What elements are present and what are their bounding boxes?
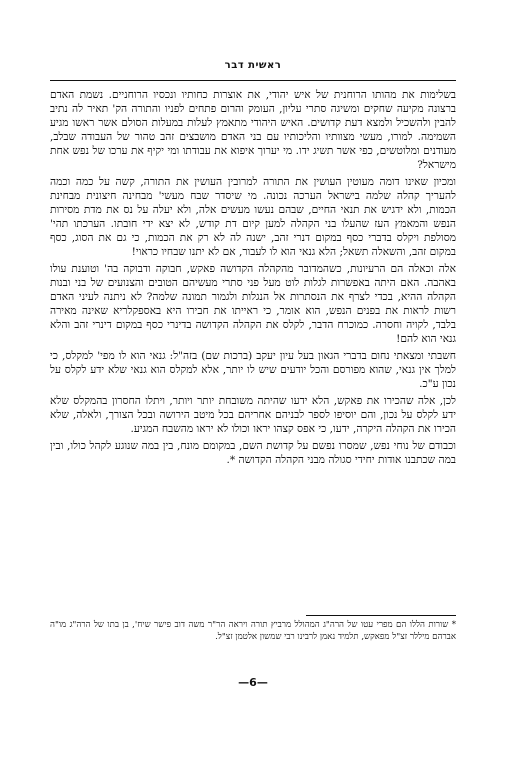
body-text <box>50 88 456 470</box>
paragraph: אלה וכאלה הם הרעיונות, כשהמדובר מהקהלה הקדושה פאקש, חבוקה ודבוקה בה' וטוענת עולו באהבה. האם היתה באפשרות לגלות לוט מעל פני סתרי מעשיהם הטובים והצנועים של בני ובנות הקהלה ההיא, בכדי לצרף את הנסתרות אל הנגלות ולגמור תמונה שלמה? לא ניתנה לעיני האדם רשות לראות את בפנים הנפש, הוא אומר, כי ראייתו את חבירו היא באספקלריא שאינה מאירה בלבד, לקויה וחסרה. כמוכרח הדבר, לקלס את הקהלה הקדושה בדינרי כסף במקום דינרי זהב והלא גנאי הוא להם! <box>50 263 456 345</box>
footnote: * שורות הללו הם מפרי עטו של הרה"ג המהולל מרביץ תורה ויראה הר"ר משה דוב פישר שיח', בן בתו של הרה"ג מו"ה אברהם מיללר זצ"ל מפאקש, תלמיד נאמן לרבינו רבי שמשון אלטמן זצ"ל. <box>50 620 456 642</box>
paragraph: לכן, אלה שהכירו את פאקש, הלא ידעו שהיתה משובחת יותר ויותר, ויתלו החסרון בהמקלס שלא ידע לקלס על נכון, והם יוסיפו לספר לבניהם אחריהם בכל מיטב הירושה ובכל הצורך, ולאלה, שלא הכירו את הקהלה היקרה, ידעו, כי אפס קצהו יראו וכולו לא יראו מהשבח המגיע. <box>50 395 456 435</box>
running-head: ראשית דבר <box>224 60 282 71</box>
page-number: —6— <box>238 676 268 689</box>
paragraph: וכבודם של נוחי נפש, שמסרו נפשם על קדושת השם, במקומם מונח, בין במה שנוגע לקהל כולו, ובין במה שכתבנו אודות יחידי סגולה מבני הקהלה הקדושה *. <box>50 440 456 466</box>
paragraph: ומכיון שאינו דומה מעוטין העושין את התורה למרובין העושין את התורה, קשה על כמה וכמה להעריך קהלה שלמה בישראל הערכה נכונה. מי שיסדר שבח מעשי' מבחינה חיצונית מבחינת הכמות, ולא ידגיש את תנאי החיים, שבהם נעשו מעשים אלה, ולא יעלה על נס את מדת מסירות הנפש והמאמץ העז שהעלו בני הקהלה למען קיום דת קודש, לא יצא ידי חובתו. הערכתו תהי' מסולפת ויקלס בדברי כסף במקום דנרי זהב, ישנה לה לא רק את הכמות, כי גם את הסוג, כסף במקום זהב, והשאלה תשאל; הלא גנאי הוא לו לעבור, אם לא יתנו שבחיו כראוי! <box>50 176 456 258</box>
footnote-rule <box>306 615 456 616</box>
paragraph: בשלימות את מהותו הרוחנית של איש יהודי, את אוצרות כחותיו ונכסיו הרוחניים. נשמת האדם ברצונה מקיעה שחקים ומשיגה סתרי עליון, העומק והרום פתחים לפניו והתורה הק' תאיר לה נתיב להבין ולהשכיל ולמצא דעת קדושים. האיש היהודי מתאמץ לעלות במעלות הסולם אשר ראשו מגיע השמימה. למורו, מעשי מצוותיו והליכותיו עם בני האדם מושבצים זהב טהור של העבודה שבלב, מעודנים ומלוטשים, כפי אשר תשיג ידו. מי יערוך איפוא את עבודתו ומי יקיף את ערכו של נפש אחת מישראל? <box>50 89 456 171</box>
paragraph: חשבתי ומצאתי נחום בדברי הגאון בעל עיון יעקב (ברכות שם) בזה"ל: גנאי הוא לו מפי' למקלס, כי למלך אין גנאי, שהוא מפורסם והכל יודעים שיש לו יותר, אלא למקלס הוא גנאי שלא ידע לקלס על נכון ע"כ. <box>50 350 456 390</box>
header-rule <box>50 80 456 81</box>
